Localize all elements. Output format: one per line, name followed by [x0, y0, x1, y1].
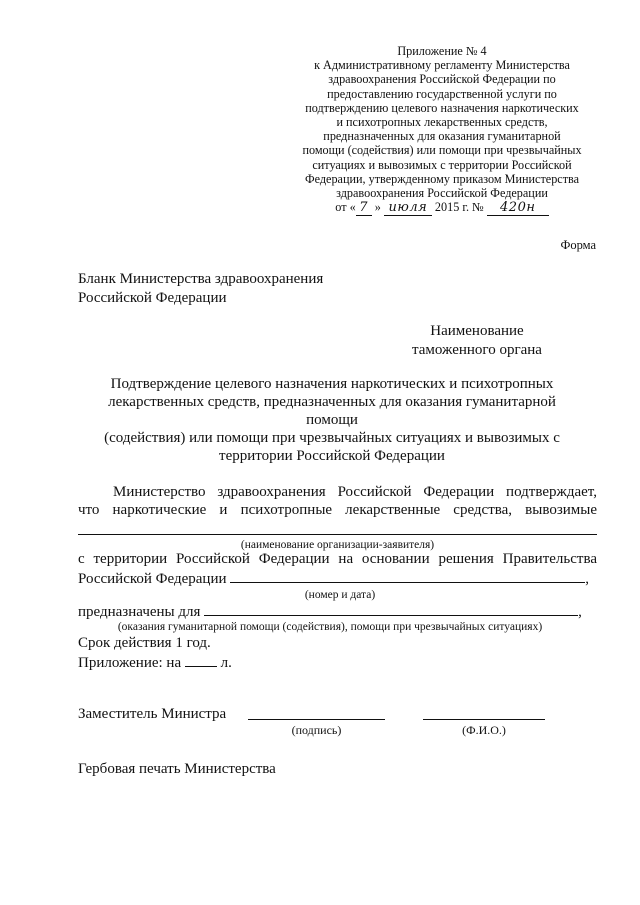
handwritten-order-number: 420н	[487, 201, 549, 216]
basis-text-rf: Российской Федерации	[78, 571, 227, 587]
applicant-hint: (наименование организации-заявителя)	[240, 539, 435, 551]
appendix-line: помощи (содействия) или помощи при чрезвычайных	[302, 143, 582, 158]
ministry-blank-line: Бланк Министерства здравоохранения	[78, 271, 324, 287]
appendix-line: Приложение № 4	[397, 44, 487, 58]
title-line: территории Российской Федерации	[219, 448, 445, 464]
title-line: лекарственных средств, предназначенных для оказания гуманитарной помощи	[108, 394, 556, 428]
appendix-line: предоставлению государственной услуги по	[327, 86, 557, 101]
order-date-line	[282, 200, 602, 216]
ministry-blank	[78, 270, 323, 308]
comma: ,	[578, 604, 582, 620]
appendix-line: здравоохранения Российской Федерации	[336, 186, 548, 201]
validity-text: Срок действия 1 год.	[78, 635, 211, 651]
appendix-line: и психотропных лекарственных средств,	[336, 115, 548, 130]
appendix-line: к Административному регламенту Министерства	[314, 58, 570, 73]
handwritten-day: 7	[356, 201, 372, 216]
seal-text: Гербовая печать Министерства	[78, 761, 276, 777]
deputy-minister-label: Заместитель Министра	[78, 706, 227, 722]
confirmation-text-line2: что наркотические и психотропные лекарственные средства, вывозимые	[78, 502, 597, 518]
appendix-line: подтверждению целевого назначения наркотических	[305, 100, 579, 115]
customs-line: таможенного органа	[412, 342, 542, 358]
appendix-line: здравоохранения Российской Федерации по	[328, 72, 556, 87]
form-label: Форма	[560, 238, 596, 252]
customs-authority	[372, 322, 582, 360]
attachment-line	[78, 652, 597, 672]
basis-text-line2	[78, 568, 597, 588]
signature-hint: (подпись)	[291, 723, 342, 737]
attachment-pages-field	[185, 652, 217, 667]
title-line: (содействия) или помощи при чрезвычайных ситуациях и вывозимых с	[104, 430, 560, 446]
customs-line: Наименование	[430, 323, 524, 339]
title-line: Подтверждение целевого назначения наркотических и психотропных	[110, 376, 554, 392]
signature-line	[248, 719, 385, 720]
attachment-suffix: л.	[220, 655, 232, 671]
date-prefix: от «	[335, 200, 356, 215]
appendix-header	[282, 44, 602, 216]
full-name-line	[423, 719, 545, 720]
basis-text-line1: с территории Российской Федерации на основании решения Правительства	[78, 551, 597, 567]
appendix-line: Федерации, утвержденному приказом Министерства	[304, 171, 580, 186]
number-date-hint: (номер и дата)	[304, 589, 376, 601]
purpose-field	[204, 601, 578, 616]
date-mid: »	[374, 200, 381, 215]
appendix-line: ситуациях и вывозимых с территории Российской	[312, 157, 572, 172]
aid-hint: (оказания гуманитарной помощи (содействия), помощи при чрезвычайных ситуациях)	[117, 621, 543, 633]
decision-number-date-field	[230, 568, 585, 583]
confirmation-text-line1: Министерство здравоохранения Российской Федерации подтверждает,	[113, 484, 597, 500]
appendix-line: предназначенных для оказания гуманитарной	[323, 129, 561, 144]
date-year: 2015 г. №	[434, 200, 484, 215]
full-name-hint: (Ф.И.О.)	[462, 723, 506, 737]
comma: ,	[585, 571, 590, 587]
handwritten-month: июля	[384, 201, 432, 216]
intended-for-label: предназначены для	[78, 604, 201, 620]
document-title	[92, 375, 572, 465]
ministry-blank-line: Российской Федерации	[78, 290, 227, 306]
attachment-label: Приложение: на	[78, 655, 182, 671]
applicant-name-line	[78, 534, 597, 535]
